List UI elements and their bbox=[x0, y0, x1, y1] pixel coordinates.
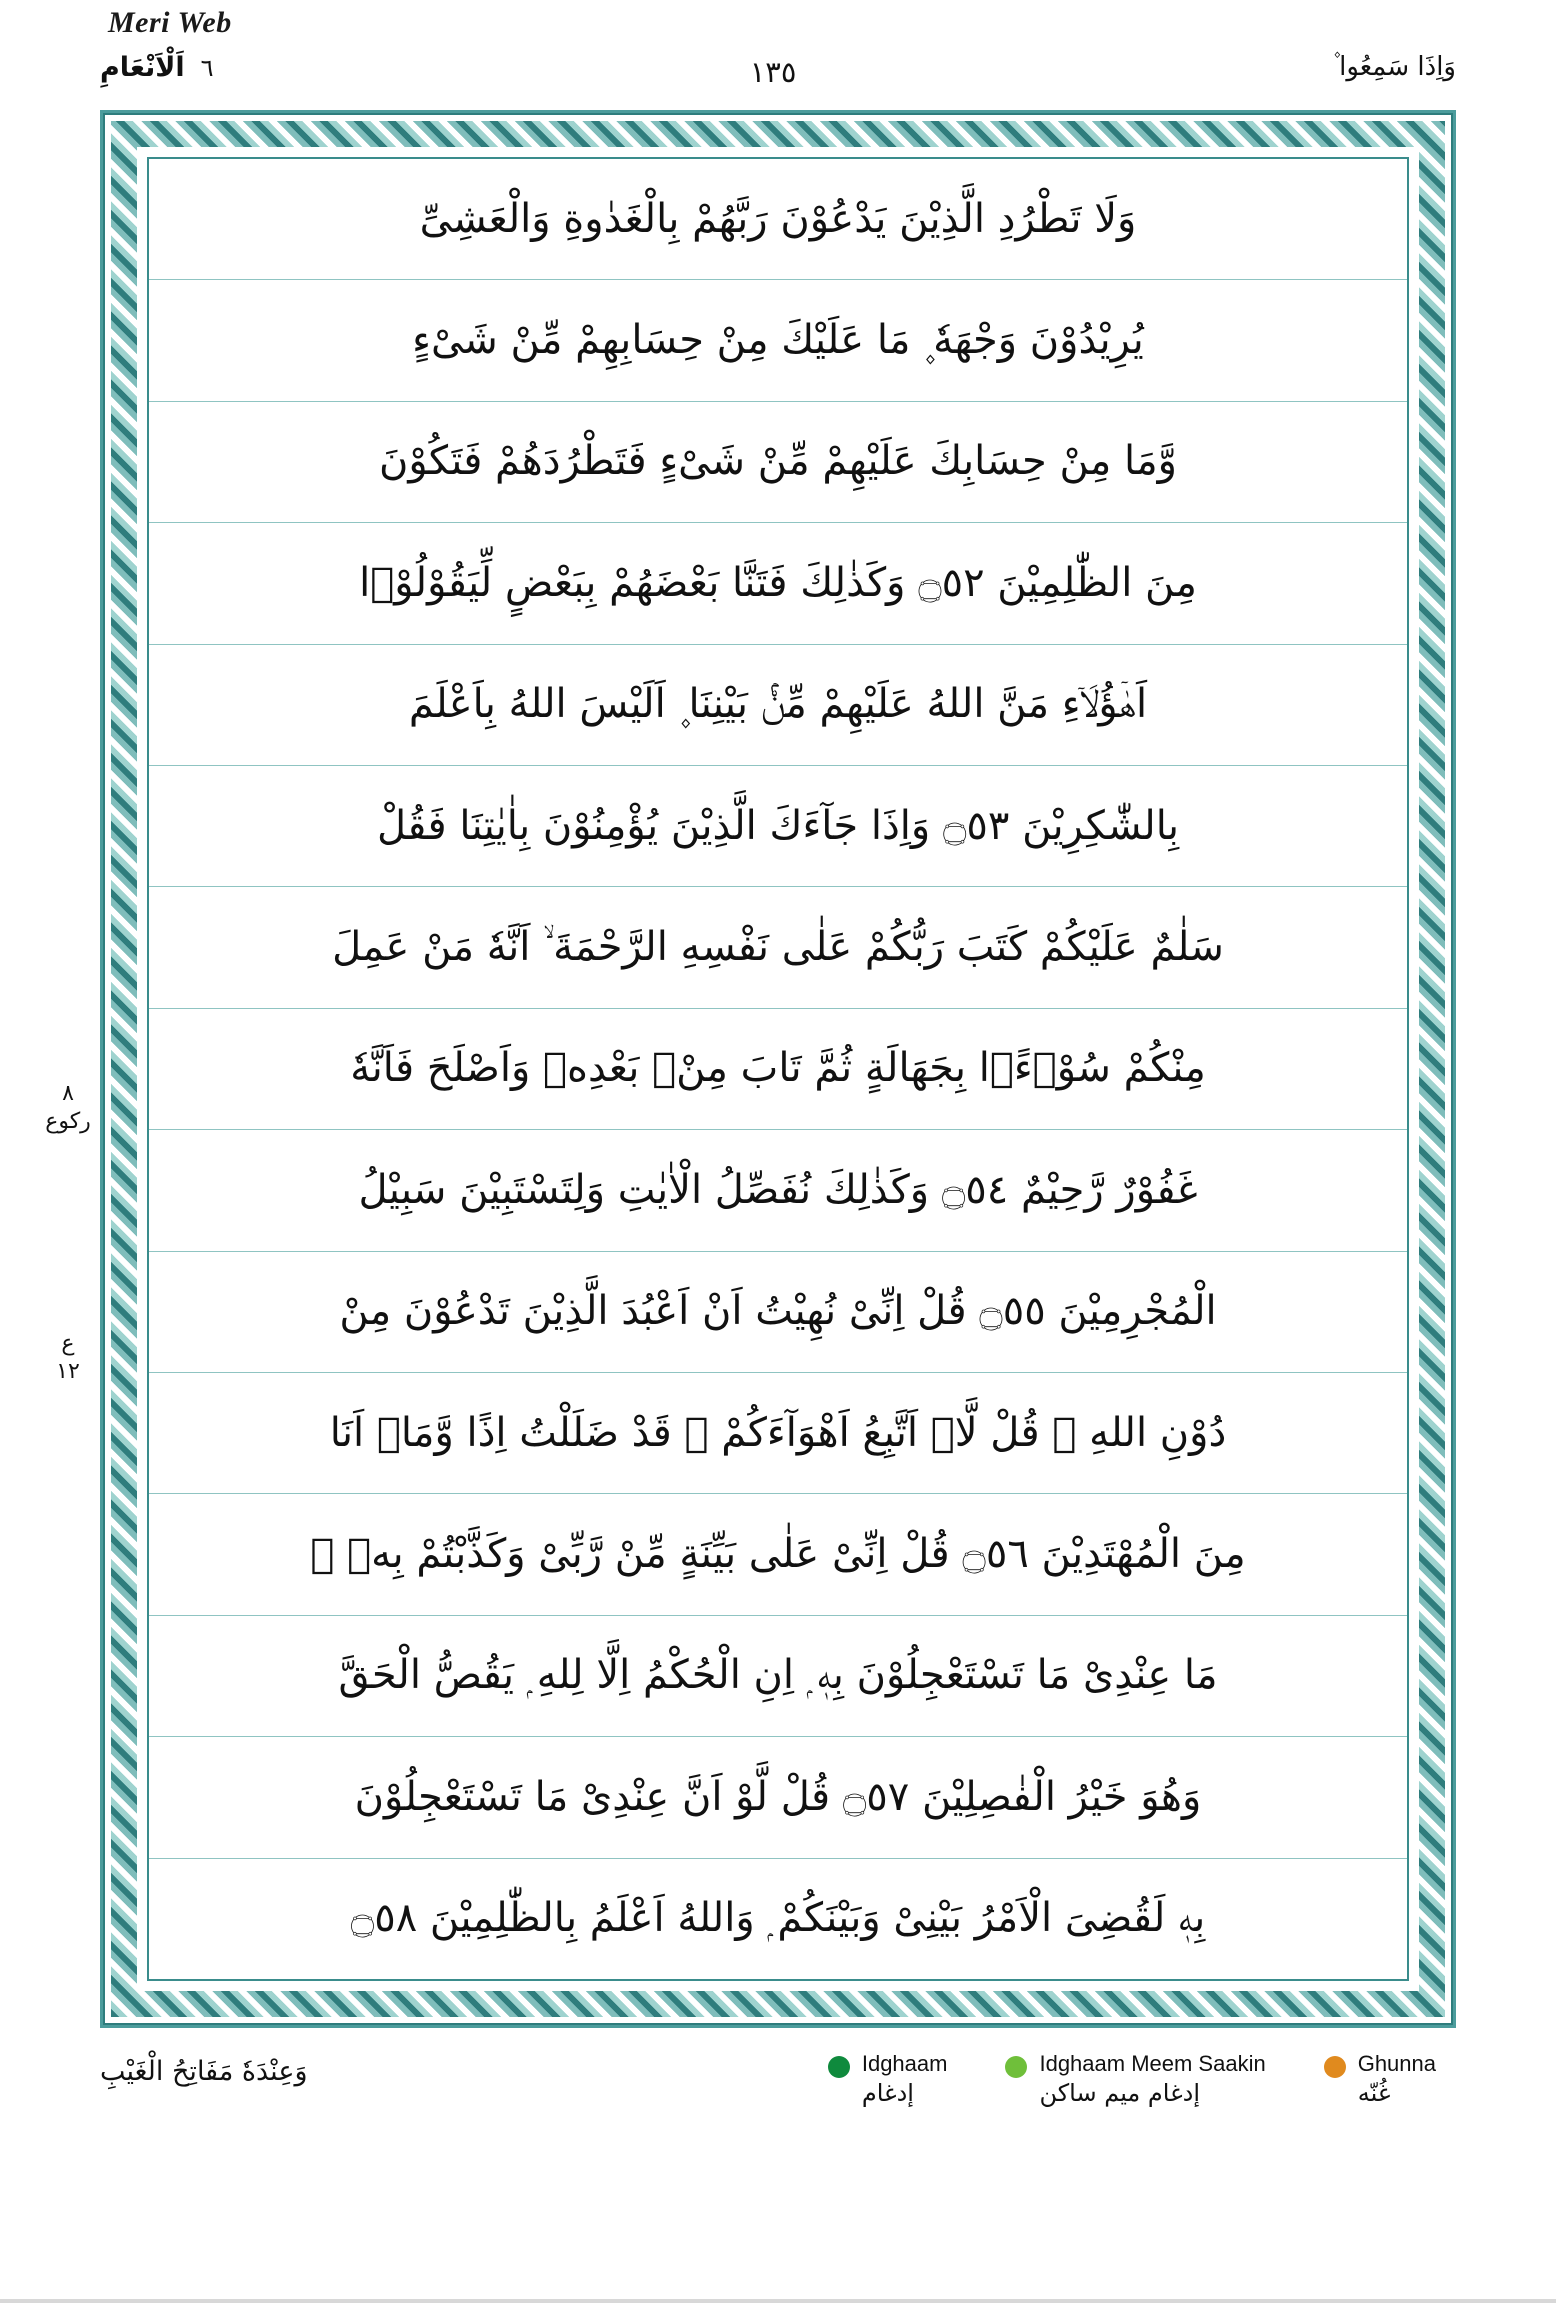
watermark-label: Meri Web bbox=[108, 6, 232, 39]
text-panel bbox=[147, 157, 1409, 1981]
para-number: ٦ bbox=[200, 54, 214, 82]
ayah-lines bbox=[149, 159, 1407, 1979]
surah-name: اَلْاَنْعَامِ bbox=[100, 52, 185, 83]
ayah-line-text: مِنْكُمْ سُوْۤءًۢا بِجَهَالَةٍ ثُمَّ تَابَ مِنْۢ بَعْدِهٖ وَاَصْلَحَ فَاَنَّهٗ bbox=[350, 1045, 1206, 1092]
ayah-line bbox=[149, 1616, 1407, 1737]
ayah-line-text: وَهُوَ خَيْرُ الْفٰصِلِيْنَ ۝٥٧ قُلْ لَّوْ اَنَّ عِنْدِىْ مَا تَسْتَعْجِلُوْنَ bbox=[354, 1773, 1202, 1820]
ayah-line bbox=[149, 1737, 1407, 1858]
header-left bbox=[100, 52, 214, 83]
ayah-line-text: غَفُوْرٌ رَّحِيْمٌ ۝٥٤ وَكَذٰلِكَ نُفَصِّلُ الْاٰيٰتِ وَلِتَسْتَبِيْنَ سَبِيْلُ bbox=[358, 1166, 1198, 1213]
ghunna-color-dot-icon bbox=[1324, 2056, 1346, 2078]
ayah-line bbox=[149, 280, 1407, 401]
ayah-line bbox=[149, 1373, 1407, 1494]
header-right-marker: وَاِذَا سَمِعُوا ۫ bbox=[1332, 52, 1456, 82]
ruku-marker: ٨ رکوع bbox=[45, 1081, 91, 1134]
legend-label-ar: إدغام bbox=[861, 2078, 914, 2107]
ayah-line-text: بِهٖ لَقُضِىَ الْاَمْرُ بَيْنِىْ وَبَيْنَكُمْ ۭ وَاللهُ اَعْلَمُ بِالظّٰلِمِيْنَ ۝٥٨ bbox=[350, 1895, 1206, 1942]
legend-item-ghunna bbox=[1324, 2050, 1436, 2108]
legend-label-ar: إدغام ميم ساكن bbox=[1039, 2078, 1200, 2107]
tajweed-legend bbox=[828, 2050, 1456, 2108]
ayah-line-text: اَهٰۤؤُلَاۤءِ مَنَّ اللهُ عَلَيْهِمْ مِّنْۢ بَيْنِنَا ۪ اَلَيْسَ اللهُ بِاَعْلَمَ bbox=[408, 681, 1148, 728]
idghaam-meem-saakin-color-dot-icon bbox=[1005, 2056, 1027, 2078]
ayah-line bbox=[149, 887, 1407, 1008]
ayah-line-text: مَا عِنْدِىْ مَا تَسْتَعْجِلُوْنَ بِهٖ ۭ اِنِ الْحُكْمُ اِلَّا لِلهِ ۭ يَقُصُّ الْحَقَّ bbox=[338, 1652, 1218, 1699]
ayah-line bbox=[149, 1859, 1407, 1979]
ayah-line-text: بِالشّٰكِرِيْنَ ۝٥٣ وَاِذَا جَآءَكَ الَّذِيْنَ يُؤْمِنُوْنَ بِاٰيٰتِنَا فَقُلْ bbox=[376, 802, 1180, 849]
ayah-line-text: وَلَا تَطْرُدِ الَّذِيْنَ يَدْعُوْنَ رَبَّهُمْ بِالْغَدٰوةِ وَالْعَشِىِّ bbox=[419, 195, 1137, 242]
ayah-line bbox=[149, 1494, 1407, 1615]
legend-label-en: Idghaam Meem Saakin bbox=[1039, 2051, 1266, 2076]
legend-label-en: Ghunna bbox=[1357, 2051, 1436, 2076]
footer-note: وَعِنْدَهٗ مَفَاتِحُ الْغَيْبِ bbox=[100, 2056, 308, 2087]
ayah-line bbox=[149, 1009, 1407, 1130]
ayah-line bbox=[149, 1130, 1407, 1251]
ornamental-frame bbox=[100, 110, 1456, 2028]
juz-marker: ع ١٢ bbox=[56, 1331, 80, 1384]
ayah-line-text: مِنَ الْمُهْتَدِيْنَ ۝٥٦ قُلْ اِنِّىْ عَلٰى بَيِّنَةٍ مِّنْ رَّبِّىْ وَكَذَّبْتُمْ بِهٖ ۪ bbox=[310, 1531, 1246, 1578]
ayah-line bbox=[149, 766, 1407, 887]
bottom-divider bbox=[0, 2299, 1556, 2303]
ayah-line bbox=[149, 523, 1407, 644]
ayah-line-text: دُوْنِ اللهِ ۫ قُلْ لَّاۤ اَتَّبِعُ اَهْوَآءَكُمْ ۙ قَدْ ضَلَلْتُ اِذًا وَّمَاۤ اَنَا bbox=[329, 1409, 1227, 1456]
ayah-line-text: سَلٰمٌ عَلَيْكُمْ كَتَبَ رَبُّكُمْ عَلٰى نَفْسِهِ الرَّحْمَةَ ۙ اَنَّهٗ مَنْ عَمِلَ bbox=[332, 924, 1224, 971]
idghaam-color-dot-icon bbox=[828, 2056, 850, 2078]
page-footer bbox=[100, 2050, 1456, 2140]
legend-label-en: Idghaam bbox=[861, 2051, 948, 2076]
ayah-line-text: وَّمَا مِنْ حِسَابِكَ عَلَيْهِمْ مِّنْ شَىْءٍ فَتَطْرُدَهُمْ فَتَكُوْنَ bbox=[379, 438, 1177, 485]
legend-item-idghaam-meem-saakin bbox=[1005, 2050, 1265, 2108]
ayah-line bbox=[149, 402, 1407, 523]
page-number: ١٣٥ bbox=[749, 55, 797, 89]
ayah-line-text: مِنَ الظّٰلِمِيْنَ ۝٥٢ وَكَذٰلِكَ فَتَنَّا بَعْضَهُمْ بِبَعْضٍ لِّيَقُوْلُوْۤا bbox=[359, 559, 1197, 606]
page-header bbox=[100, 52, 1456, 104]
ayah-line-text: الْمُجْرِمِيْنَ ۝٥٥ قُلْ اِنِّىْ نُهِيْتُ اَنْ اَعْبُدَ الَّذِيْنَ تَدْعُوْنَ مِنْ bbox=[339, 1288, 1217, 1335]
legend-label-ar: غُنّه bbox=[1357, 2078, 1391, 2107]
ayah-line-text: يُرِيْدُوْنَ وَجْهَهٗ ۪ مَا عَلَيْكَ مِنْ حِسَابِهِمْ مِّنْ شَىْءٍ bbox=[412, 317, 1144, 364]
ayah-line bbox=[149, 645, 1407, 766]
ayah-line bbox=[149, 159, 1407, 280]
legend-item-idghaam bbox=[828, 2050, 948, 2108]
ayah-line bbox=[149, 1252, 1407, 1373]
